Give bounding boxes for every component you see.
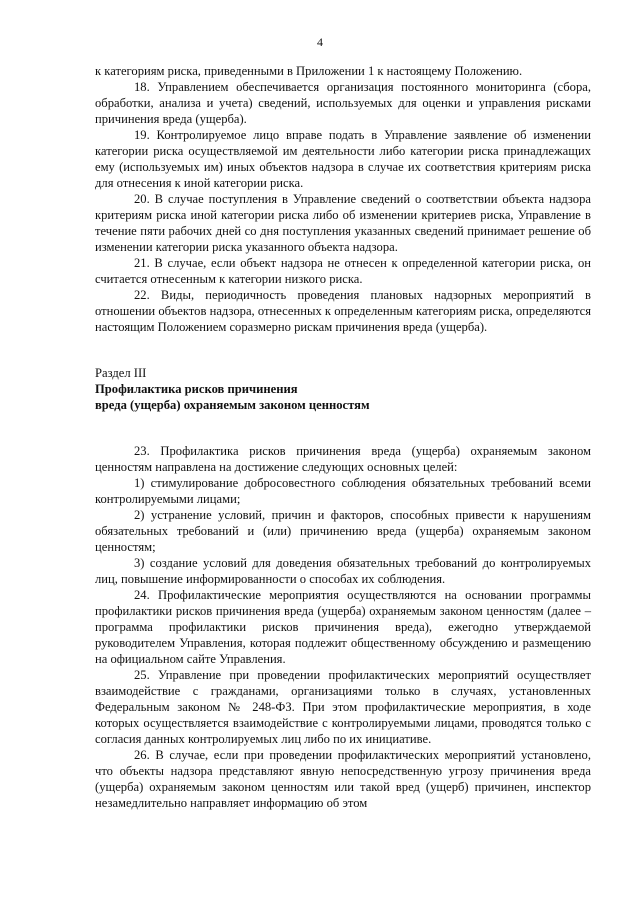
section-title-line-2: вреда (ущерба) охраняемым законом ценностям	[95, 398, 370, 412]
paragraph-18: 18. Управлением обеспечивается организация постоянного мониторинга (сбора, обработки, анализа и учета) сведений, используемых для оценки и управления рисками причинения вреда (ущерба).	[95, 80, 591, 126]
paragraph-24: 24. Профилактические мероприятия осуществляются на основании программы профилактики рисков причинения вреда (ущерба) охраняемым законом ценностям (далее – программа профилактики рисков причинения вреда), ежегодно утверждаемой руководителем Управления, которая подлежит общественному обсуждению и размещению на официальном сайте Управления.	[95, 588, 591, 666]
paragraph-continuation: к категориям риска, приведенными в Приложении 1 к настоящему Положению.	[95, 64, 523, 78]
section-title-line-1: Профилактика рисков причинения	[95, 382, 298, 396]
list-item-1: 1) стимулирование добросовестного соблюдения обязательных требований всеми контролируемыми лицами;	[95, 476, 591, 506]
spacer	[95, 413, 591, 443]
paragraph-26: 26. В случае, если при проведении профилактических мероприятий установлено, что объекты надзора представляют явную непосредственную угрозу причинения вреда (ущерба) охраняемым законом ценностям или такой вред (ущерб) причинен, инспектор незамедлительно направляет информацию об этом	[95, 748, 591, 810]
document-body	[95, 63, 591, 811]
list-item-3: 3) создание условий для доведения обязательных требований до контролируемых лиц, повышение информированности о способах их соблюдения.	[95, 556, 591, 586]
spacer	[95, 335, 591, 365]
page-number: 4	[317, 35, 323, 49]
list-item-2: 2) устранение условий, причин и факторов, способных привести к нарушениям обязательных требований и (или) причинению вреда (ущерба) охраняемым законом ценностям;	[95, 508, 591, 554]
paragraph-25: 25. Управление при проведении профилактических мероприятий осуществляет взаимодействие с гражданами, организациями только в случаях, установленных Федеральным законом № 248-ФЗ. При этом профилактические мероприятия, в ходе которых осуществляется взаимодействие с контролируемыми лицами, проводятся только с согласия данных контролируемых лиц либо по их инициативе.	[95, 668, 591, 746]
paragraph-19: 19. Контролируемое лицо вправе подать в Управление заявление об изменении категории риска осуществляемой им деятельности либо категории риска принадлежащих ему (используемых им) иных объектов надзора в случае их соответствия критериям риска для отнесения к иной категории риска.	[95, 128, 591, 190]
section-label: Раздел III	[95, 366, 147, 380]
paragraph-21: 21. В случае, если объект надзора не отнесен к определенной категории риска, он считается отнесенным к категории низкого риска.	[95, 256, 591, 286]
paragraph-23: 23. Профилактика рисков причинения вреда (ущерба) охраняемым законом ценностям направлена на достижение следующих основных целей:	[95, 444, 591, 474]
paragraph-20: 20. В случае поступления в Управление сведений о соответствии объекта надзора критериям риска иной категории риска либо об изменении критериев риска, Управление в течение пяти рабочих дней со дня поступления указанных сведений принимает решение об изменении категории риска указанного объекта надзора.	[95, 192, 591, 254]
paragraph-22: 22. Виды, периодичность проведения плановых надзорных мероприятий в отношении объектов надзора, отнесенных к определенным категориям риска, определяются настоящим Положением соразмерно рискам причинения вреда (ущерба).	[95, 288, 591, 334]
